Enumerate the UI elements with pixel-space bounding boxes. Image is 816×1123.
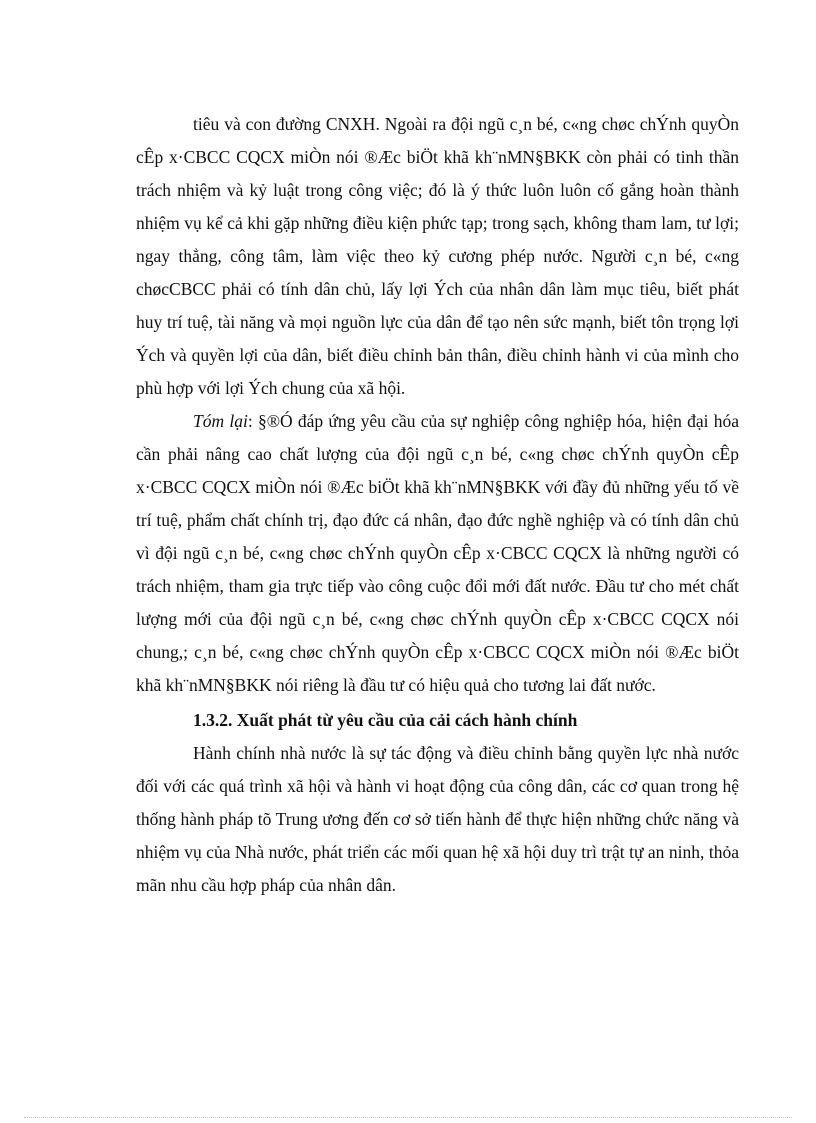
section-paragraph-text: Hành chính nhà nước là sự tác động và điều chỉnh bằng quyền lực nhà nước đối với các quá trình xã hội và hành vi hoạt động của công dân, các cơ quan trong hệ thống hành pháp tõ Trung ương đến cơ sở tiến hành để thực hiện những chức năng và nhiệm vụ của Nhà nước, phát triển các mối quan hệ xã hội duy trì trật tự an ninh, thỏa mãn nhu cầu hợp pháp của nhân dân.: [136, 743, 739, 895]
paragraph-1-text: tiêu và con đường CNXH. Ngoài ra đội ngũ c¸n bé, c«ng chøc chÝnh quyÒn cÊp x·CBCC CQCX miÒn nói ®Æc biÖt khã kh¨nMN§BKK còn phải có tinh thần trách nhiệm và kỷ luật trong công việc; đó là ý thức luôn luôn cố gắng hoàn thành nhiệm vụ kể cả khi gặp những điều kiện phức tạp; trong sạch, không tham lam, tư lợi; ngay thẳng, công tâm, làm việc theo kỷ cương phép nước. Người c¸n bé, c«ng chøcCBCC phải có tính dân chủ, lấy lợi Ých của nhân dân làm mục tiêu, biết phát huy trí tuệ, tài năng và mọi nguồn lực của dân để tạo nên sức mạnh, biết tôn trọng lợi Ých và quyền lợi của dân, biết điều chỉnh bản thân, điều chỉnh hành vi của mình cho phù hợp với lợi Ých chung của xã hội.: [136, 114, 739, 398]
paragraph-2-lead: Tóm lại: [193, 411, 248, 431]
document-body: [136, 108, 739, 902]
section-heading: 1.3.2. Xuất phát từ yêu cầu của cải cách hành chính: [193, 710, 578, 730]
paragraph-2-text: : §®Ó đáp ứng yêu cầu của sự nghiệp công nghiệp hóa, hiện đại hóa cần phải nâng cao chất lượng của đội ngũ c¸n bé, c«ng chøc chÝnh quyÒn cÊp x·CBCC CQCX miÒn nói ®Æc biÖt khã kh¨nMN§BKK với đầy đủ những yếu tố về trí tuệ, phẩm chất chính trị, đạo đức cá nhân, đạo đức nghề nghiệp và có tính dân chủ vì đội ngũ c¸n bé, c«ng chøc chÝnh quyÒn cÊp x·CBCC CQCX là những người có trách nhiệm, tham gia trực tiếp vào công cuộc đổi mới đất nước. Đầu tư cho mét chất lượng mới của đội ngũ c¸n bé, c«ng chøc chÝnh quyÒn cÊp x·CBCC CQCX nói chung,; c¸n bé, c«ng chøc chÝnh quyÒn cÊp x·CBCC CQCX miÒn nói ®Æc biÖt khã kh¨nMN§BKK nói riêng là đầu tư có hiệu quả cho tương lai đất nước.: [136, 411, 739, 695]
section-paragraph: [136, 737, 739, 902]
page-bottom-divider: [24, 1117, 792, 1118]
paragraph-2: [136, 405, 739, 702]
paragraph-1: [136, 108, 739, 405]
